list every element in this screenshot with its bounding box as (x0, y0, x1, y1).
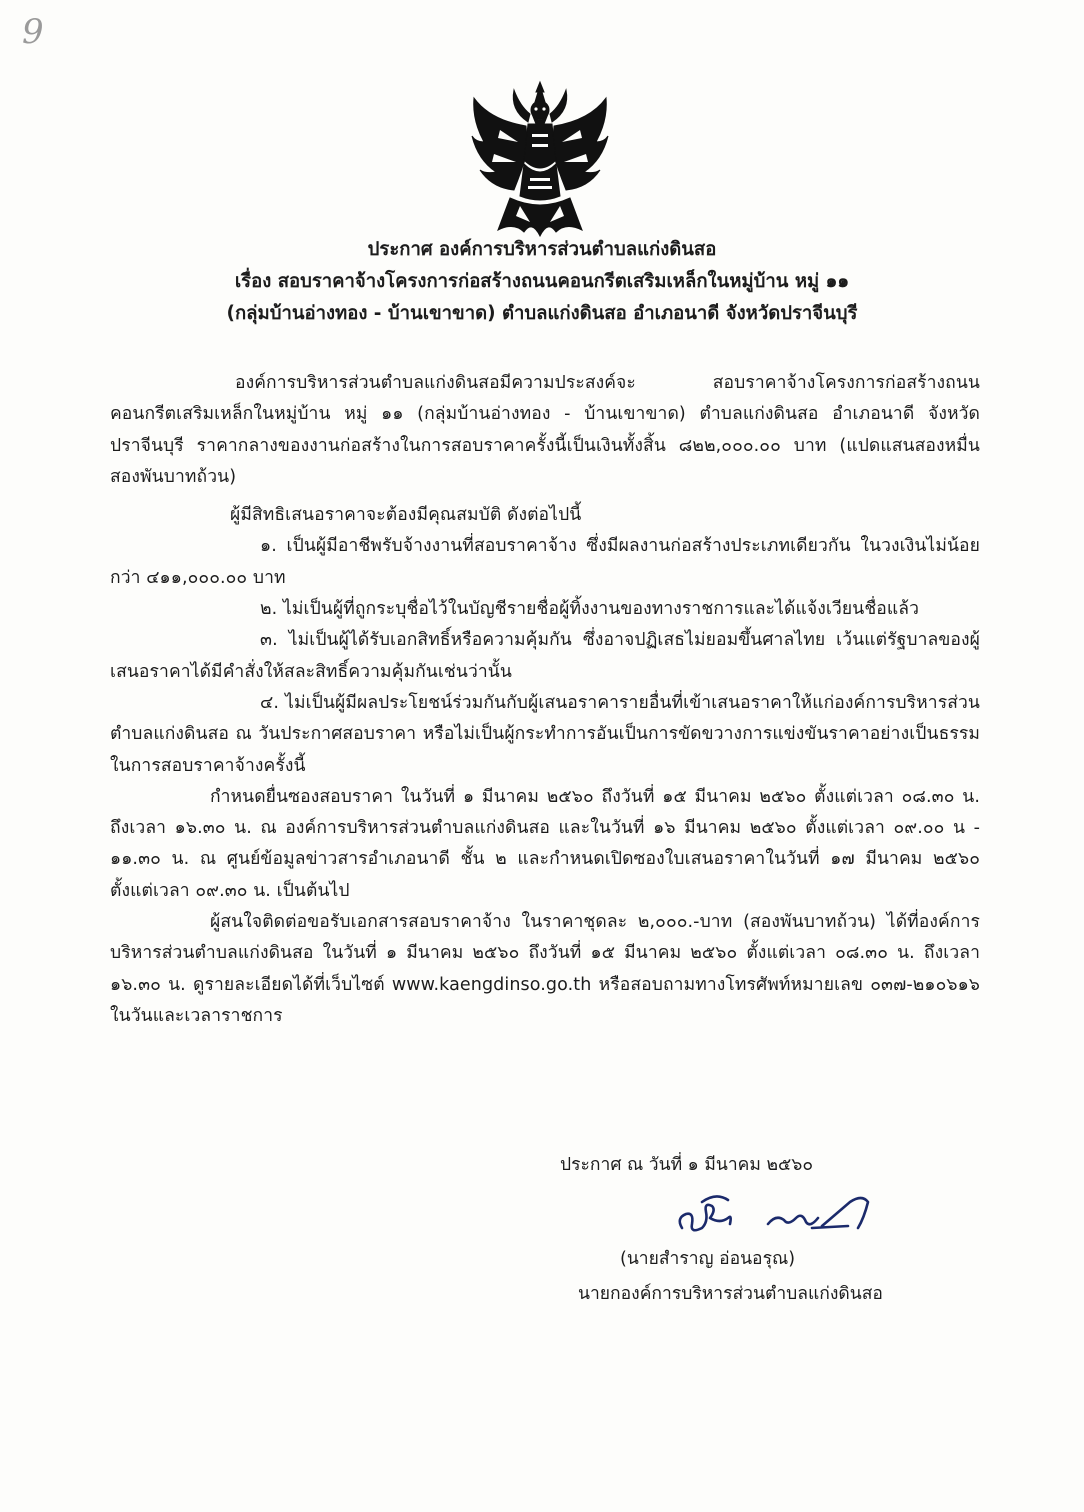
handwritten-signature-icon (672, 1188, 882, 1248)
qualification-item: ๓. ไม่เป็นผู้ได้รับเอกสิทธิ์หรือความคุ้มกัน ซึ่งอาจปฏิเสธไม่ยอมขึ้นศาลไทย เว้นแต่รัฐบาลของผู้เสนอราคาได้มีคำสั่งให้สละสิทธิ์ความคุ้มกันเช่นว่านั้น (110, 630, 980, 682)
qualification-item: ๔. ไม่เป็นผู้มีผลประโยชน์ร่วมกันกับผู้เสนอราคารายอื่นที่เข้าเสนอราคาให้แก่องค์การบริหารส่วนตำบลแก่งดินสอ ณ วันประกาศสอบราคา หรือไม่เป็นผู้กระทำการอันเป็นการขัดขวางการแข่งขันราคาอย่างเป็นธรรมในการสอบราคาจ้างครั้งนี้ (110, 692, 980, 776)
qualifications-intro: ผู้มีสิทธิเสนอราคาจะต้องมีคุณสมบัติ ดังต่อไปนี้ (230, 505, 582, 526)
intro-paragraph: องค์การบริหารส่วนตำบลแก่งดินสอมีความประสงค์จะ สอบราคาจ้างโครงการก่อสร้างถนนคอนกรีตเสริมเหล็กในหมู่บ้าน หมู่ ๑๑ (กลุ่มบ้านอ่างทอง - บ้านเขาขาด) ตำบลแก่งดินสอ อำเภอนาดี จังหวัดปราจีนบุรี ราคากลางของงานก่อสร้างในการสอบราคาครั้งนี้เป็นเงินทั้งสิ้น ๘๒๒,๐๐๐.๐๐ บาท (แปดแสนสองหมื่นสองพันบาทถ้วน) (110, 373, 980, 487)
heading-line-subject: เรื่อง สอบราคาจ้างโครงการก่อสร้างถนนคอนกรีตเสริมเหล็กในหมู่บ้าน หมู่ ๑๑ (234, 271, 850, 292)
qualification-item: ๑. เป็นผู้มีอาชีพรับจ้างงานที่สอบราคาจ้าง ซึ่งมีผลงานก่อสร้างประเภทเดียวกัน ในวงเงินไม่น้อยกว่า ๔๑๑,๐๐๐.๐๐ บาท (110, 536, 980, 588)
contact-paragraph: ผู้สนใจติดต่อขอรับเอกสารสอบราคาจ้าง ในราคาชุดละ ๒,๐๐๐.-บาท (สองพันบาทถ้วน) ได้ที่องค์การบริหารส่วนตำบลแก่งดินสอ ในวันที่ ๑ มีนาคม ๒๕๖๐ ถึงวันที่ ๑๕ มีนาคม ๒๕๖๐ ตั้งแต่เวลา ๐๘.๓๐ น. ถึงเวลา ๑๖.๓๐ น. ดูรายละเอียดได้ที่เว็บไซต์ www.kaengdinso.go.th หรือสอบถามทางโทรศัพท์หมายเลข ๐๓๗-๒๑๐๖๑๖ ในวันและเวลาราชการ (110, 912, 981, 1026)
heading-line-location: (กลุ่มบ้านอ่างทอง - บ้านเขาขาด) ตำบลแก่งดินสอ อำเภอนาดี จังหวัดปราจีนบุรี (226, 303, 858, 324)
announcement-body (110, 368, 980, 1032)
qualification-item: ๒. ไม่เป็นผู้ที่ถูกระบุชื่อไว้ในบัญชีรายชื่อผู้ทิ้งงานของทางราชการและได้แจ้งเวียนชื่อแล้ว (260, 599, 920, 620)
schedule-paragraph: กำหนดยื่นซองสอบราคา ในวันที่ ๑ มีนาคม ๒๕๖๐ ถึงวันที่ ๑๕ มีนาคม ๒๕๖๐ ตั้งแต่เวลา ๐๘.๓๐ น. ถึงเวลา ๑๖.๓๐ น. ณ องค์การบริหารส่วนตำบลแก่งดินสอ และในวันที่ ๑๖ มีนาคม ๒๕๖๐ ตั้งแต่เวลา ๐๙.๐๐ น - ๑๑.๓๐ น. ณ ศูนย์ข้อมูลข่าวสารอำเภอนาดี ชั้น ๒ และกำหนดเปิดซองใบเสนอราคาในวันที่ ๑๗ มีนาคม ๒๕๖๐ ตั้งแต่เวลา ๐๙.๓๐ น. เป็นต้นไป (110, 786, 980, 901)
announcement-date: ประกาศ ณ วันที่ ๑ มีนาคม ๒๕๖๐ (560, 1155, 814, 1175)
heading-line-title: ประกาศ องค์การบริหารส่วนตำบลแก่งดินสอ (367, 239, 717, 260)
signer-name: (นายสำราญ อ่อนอรุณ) (620, 1249, 796, 1269)
signer-title: นายกองค์การบริหารส่วนตำบลแก่งดินสอ (578, 1284, 883, 1304)
page-number-mark: 9 (22, 12, 44, 52)
announcement-heading (110, 234, 974, 330)
garuda-emblem-icon (470, 80, 610, 238)
